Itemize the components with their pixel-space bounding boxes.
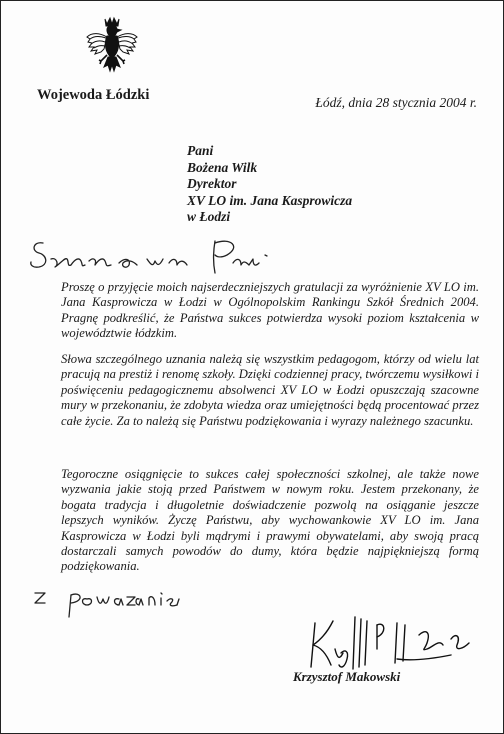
recipient-salutation: Pani xyxy=(187,143,214,158)
letter-paragraph-1: Proszę o przyjęcie moich najserdeczniejszych gratulacji za wyróżnienie XV LO im. Jana Kasprowicza w Łodzi w Ogólnopolskim Rankingu Szkół Średnich 2004. Pragnę podkreślić, że Państwa sukces potwierdza wysoki poziom kształcenia w województwie łódzkim. xyxy=(61,280,479,341)
signer-name: Krzysztof Makowski xyxy=(293,669,401,684)
recipient-block xyxy=(187,143,352,226)
handwritten-signature xyxy=(301,615,481,671)
recipient-city: w Łodzi xyxy=(187,209,231,224)
recipient-name: Bożena Wilk xyxy=(187,159,258,175)
handwritten-greeting xyxy=(27,235,277,277)
recipient-position: Dyrektor xyxy=(187,176,237,191)
eagle-emblem-icon xyxy=(86,15,138,79)
handwritten-closing xyxy=(31,583,181,623)
letter-paragraph-2: Słowa szczególnego uznania należą się wszystkim pedagogom, którzy od wielu lat pracują na prestiż i renomę szkoły. Dzięki codziennej pracy, twórczemu wysiłkowi i poświęceniu pedagogicznemu absolwenci XV LO w Łodzi opuszczają szacowne mury w przekonaniu, że zdobyta wiedza oraz umiejętności będą procentować przez całe życie. Za to należą się Państwu podziękowania i wyrazy należnego szacunku. xyxy=(61,352,479,428)
letter-paragraph-3: Tegoroczne osiągnięcie to sukces całej społeczności szkolnej, ale także nowe wyzwania jakie stoją przed Państwem w nowym roku. Jestem przekonany, że bogata tradycja i długoletnie doświadczenie pozwolą na osiąganie jeszcze lepszych wyników. Życzę Państwu, aby wychowankowie XV LO im. Jana Kasprowicza w Łodzi byli mądrymi i prawymi obywatelami, aby swoją pracą dostarczali samych powodów do dumy, która będzie najpiękniejszą formą podziękowania. xyxy=(61,467,479,574)
place-and-date: Łódź, dnia 28 stycznia 2004 r. xyxy=(315,95,477,110)
office-title: Wojewoda Łódzki xyxy=(37,87,150,103)
recipient-school: XV LO im. Jana Kasprowicza xyxy=(187,192,353,208)
